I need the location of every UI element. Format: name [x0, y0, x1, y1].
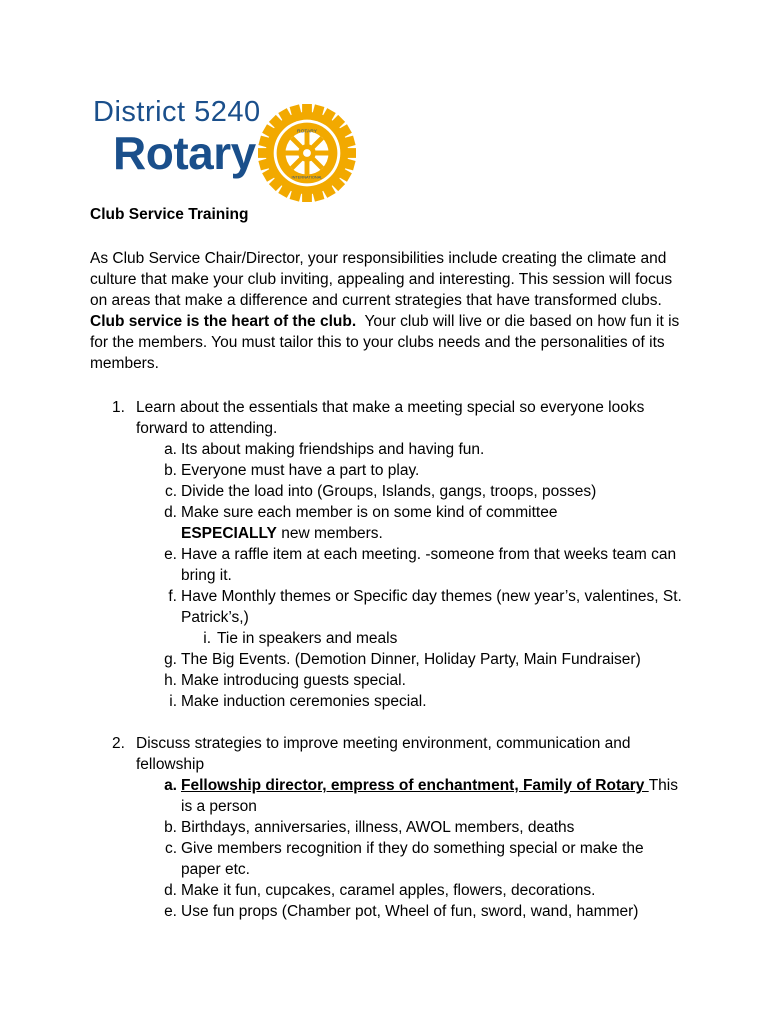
- svg-text:INTERNATIONAL: INTERNATIONAL: [291, 174, 323, 180]
- list-item: d. Make it fun, cupcakes, caramel apples, flowers, decorations.: [164, 882, 596, 899]
- logo-rotary-text: Rotary: [113, 127, 256, 179]
- list-item: a. Its about making friendships and having fun.: [164, 441, 485, 458]
- section-1-number: 1.: [112, 399, 125, 416]
- rotary-wheel-icon: [258, 104, 356, 202]
- list-item: i. Make induction ceremonies special.: [169, 693, 427, 710]
- list-item: a. Fellowship director, empress of enchantment, Family of Rotary This is a person: [164, 777, 678, 815]
- section-2-number: 2.: [112, 735, 125, 752]
- list-item: e. Have a raffle item at each meeting. -someone from that weeks team can bring it.: [164, 546, 677, 584]
- list-item: f. Have Monthly themes or Specific day themes (new year’s, valentines, St. Patrick’s,): [168, 588, 682, 626]
- list-item: b. Birthdays, anniversaries, illness, AWOL members, deaths: [164, 819, 575, 836]
- list-item: b. Everyone must have a part to play.: [164, 462, 420, 479]
- document-title: Club Service Training: [90, 206, 249, 223]
- district-logo: [93, 96, 363, 206]
- intro-bold-text: Club service is the heart of the club.: [90, 313, 357, 330]
- list-item: i. Tie in speakers and meals: [203, 630, 398, 647]
- list-item: c. Give members recognition if they do something special or make the paper etc.: [164, 840, 644, 878]
- section-2: [90, 733, 690, 922]
- section-2-sublist: [157, 775, 687, 922]
- list-item: c. Divide the load into (Groups, Islands, gangs, troops, posses): [164, 483, 597, 500]
- svg-text:ROTARY: ROTARY: [297, 129, 317, 135]
- logo-district-text: District 5240: [93, 96, 261, 128]
- fellowship-director-heading: Fellowship director, empress of enchantment, Family of Rotary: [181, 777, 649, 794]
- list-item: g. The Big Events. (Demotion Dinner, Holiday Party, Main Fundraiser): [164, 651, 641, 668]
- section-2-text: Discuss strategies to improve meeting environment, communication and fellowship: [136, 735, 631, 773]
- list-item: e. Use fun props (Chamber pot, Wheel of fun, sword, wand, hammer): [164, 903, 639, 920]
- intro-paragraph: [90, 248, 690, 374]
- section-1-sublist: [157, 439, 687, 712]
- section-1-text: Learn about the essentials that make a meeting special so everyone looks forward to attending.: [136, 399, 645, 437]
- list-item: d. Make sure each member is on some kind of committee ESPECIALLY new members.: [164, 504, 558, 542]
- intro-text-1: As Club Service Chair/Director, your responsibilities include creating the climate and culture that make your club inviting, appealing and interesting. This session will focus on areas that make a difference and current strategies that have transformed clubs.: [90, 250, 673, 309]
- section-1: [90, 397, 690, 712]
- list-item: h. Make introducing guests special.: [164, 672, 406, 689]
- intro-text-2: Your club will live or die based on how fun it is for the members. You must tailor this to your clubs needs and the personalities of its members.: [90, 313, 680, 372]
